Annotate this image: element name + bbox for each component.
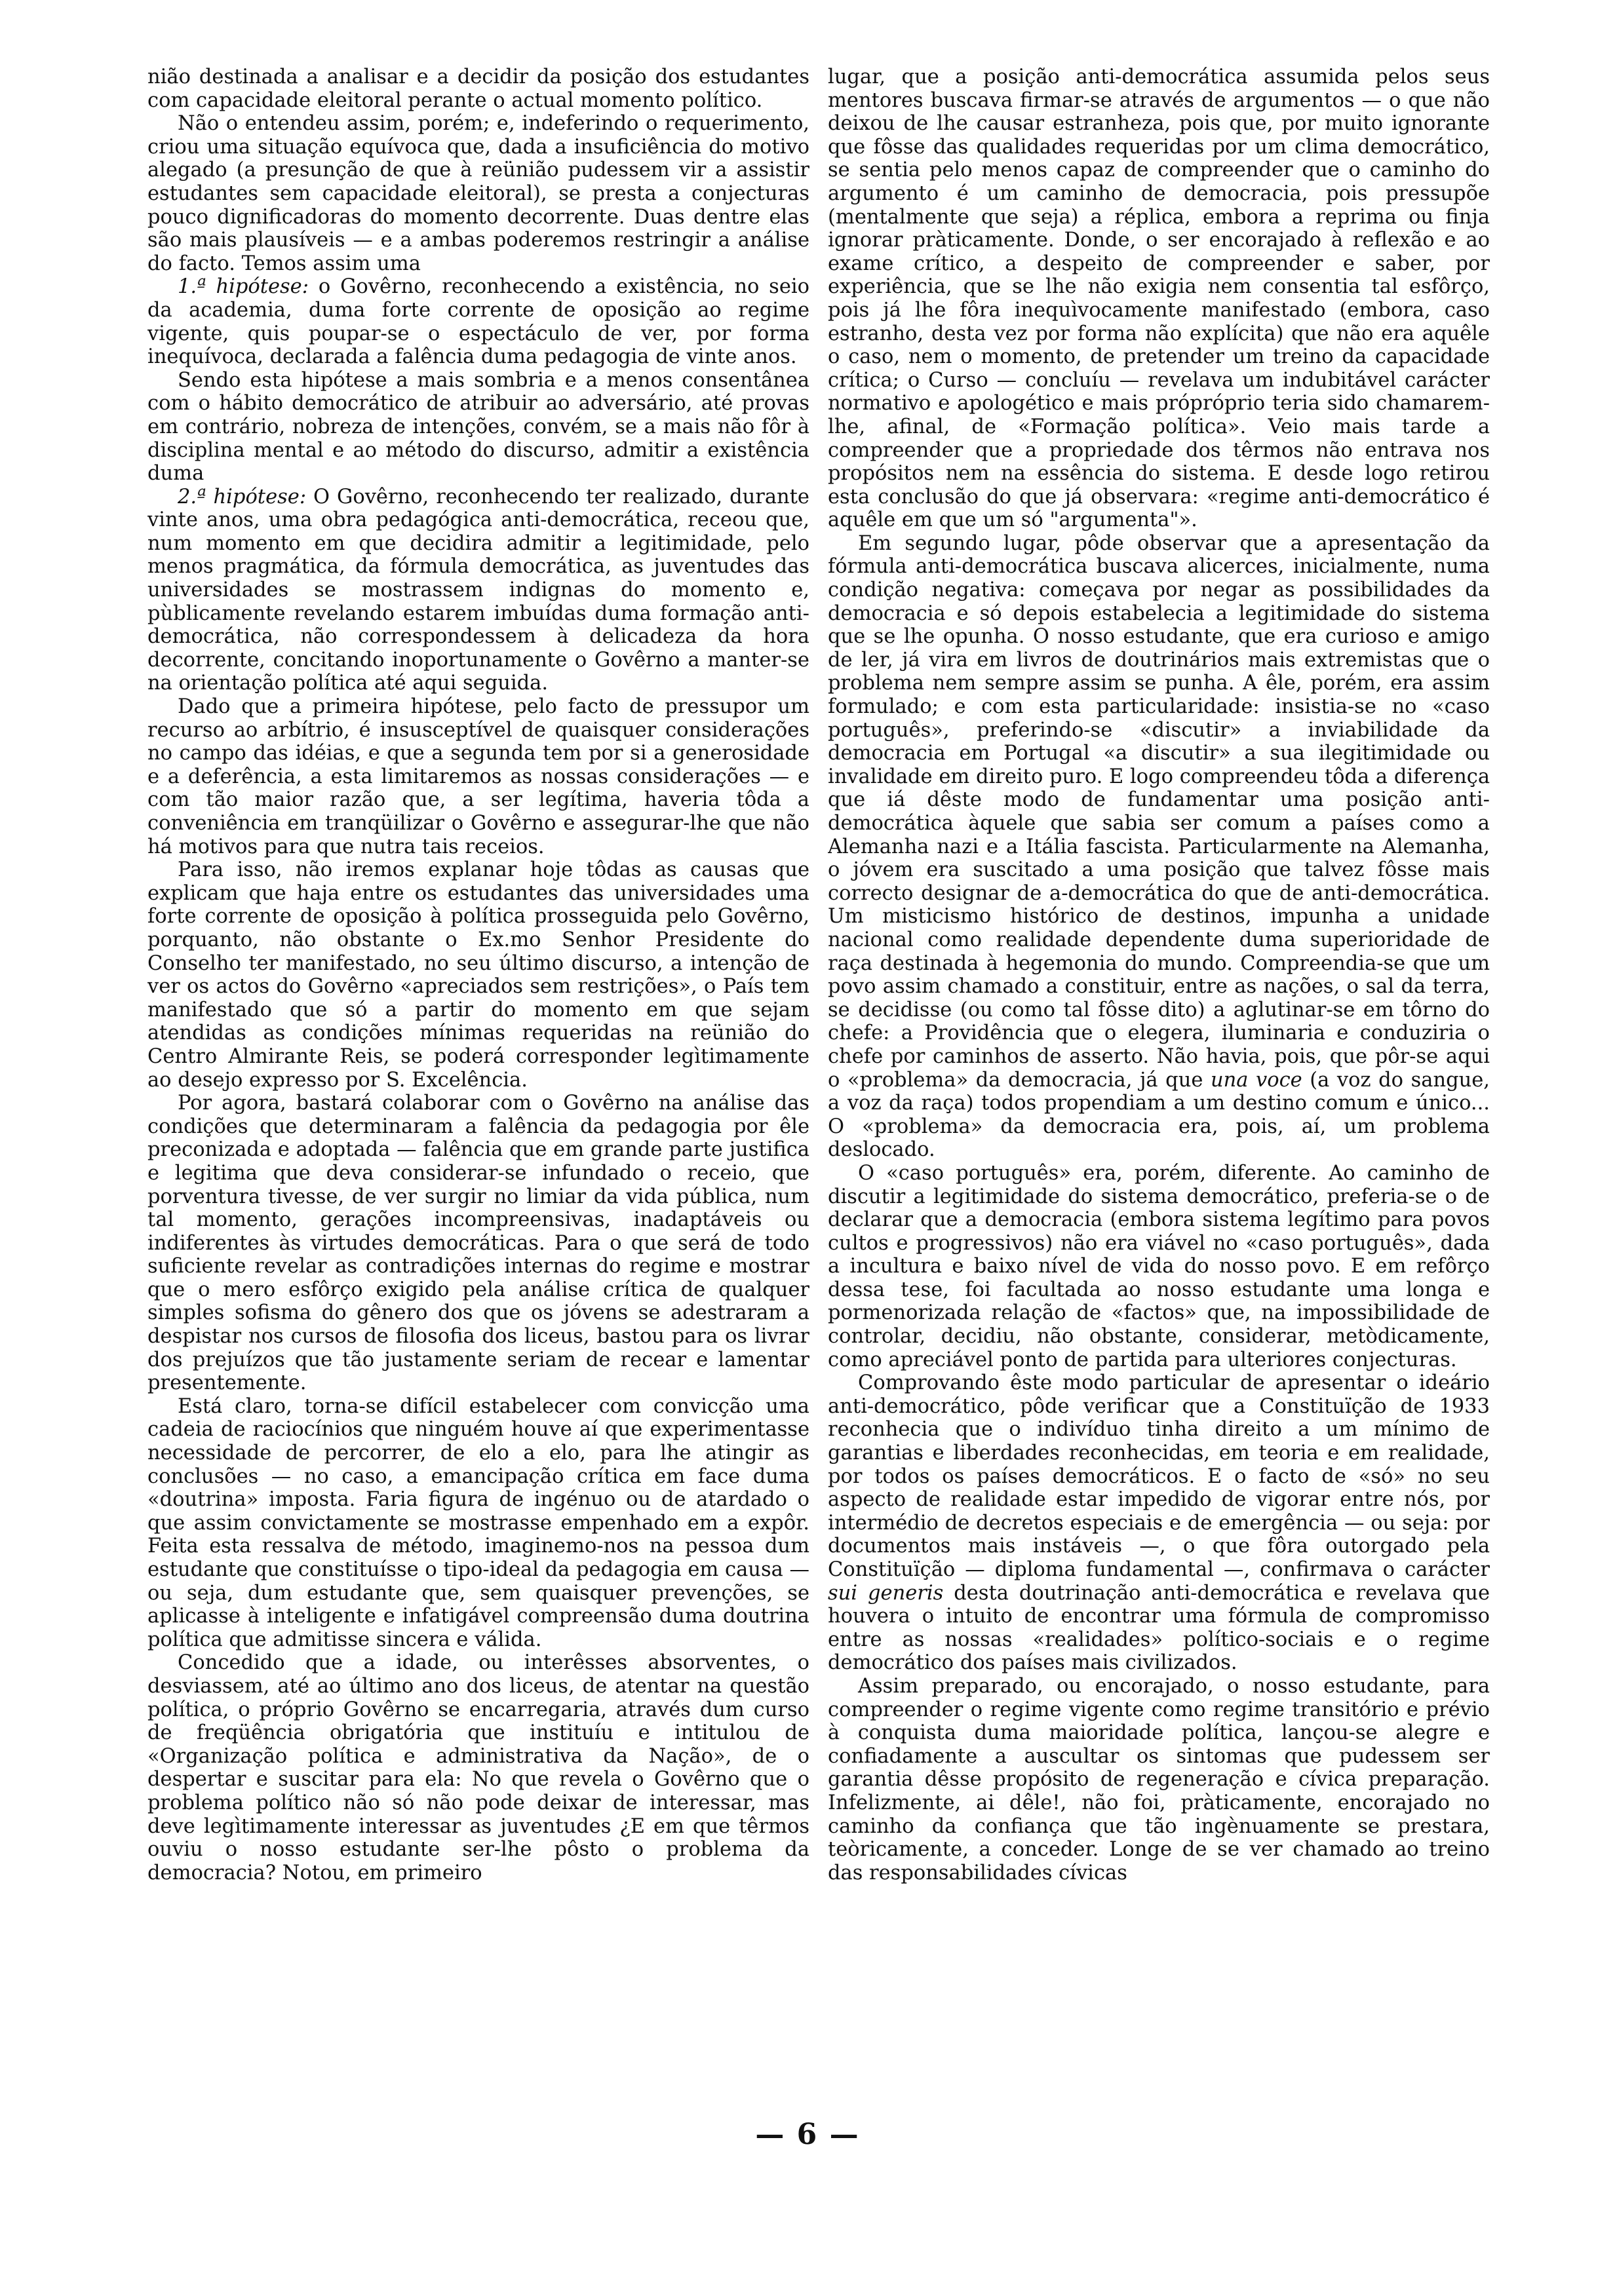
italic-phrase: una voce [1210, 1068, 1302, 1092]
paragraph: O «caso português» era, porém, diferente. Ao caminho de discutir a legitimidade do sistema democrático, preferia-se o de declarar que a democracia (embora sistema legítimo para povos cultos e progressivos) não era viável no «caso português», dada a incultura e baixo nível de vida do nosso povo. E em refôrço dessa tese, foi facultada ao nosso estudante uma longa e pormenorizada relação de «factos» que, na impossibilidade de controlar, decidiu, não obstante, considerar, metòdicamente, como apreciável ponto de partida para ulteriores conjecturas. [828, 1161, 1490, 1371]
paragraph: Para isso, não iremos explanar hoje tôdas as causas que explicam que haja entre os estudantes das universidades uma forte corrente de oposição à política prosseguida pelo Govêrno, porquanto, não obstante o Ex.mo Senhor Presidente do Conselho ter manifestado, no seu último discurso, a intenção de ver os actos do Govêrno «apreciados sem restrições», o País tem manifestado que só a partir do momento em que sejam atendidas as condições mínimas requeridas na reünião do Centro Almirante Reis, se poderá corresponder legìtimamente ao desejo expresso por S. Excelência. [147, 858, 809, 1092]
italic-phrase: sui generis [828, 1581, 944, 1605]
hypothesis-text: O Govêrno, reconhecendo ter realizado, durante vinte anos, uma obra pedagógica anti-democrática, receou que, num momento em que decidira admitir a legitimidade, pelo menos pragmática, da fórmula democrática, as juventudes das universidades se mostrassem indignas do momento e, pùblicamente revelando estarem imbuídas duma formação anti-democrática, não correspondessem à delicadeza da hora decorrente, concitando inoportunamente o Govêrno a manter-se na orientação política até aqui seguida. [147, 485, 809, 695]
paragraph-text: desta doutrinação anti-democrática e revelava que houvera o intuito de encontrar uma fórmula de compromisso entre as nossas «realidades» político-sociais e o regime democrático dos países mais civilizados. [828, 1581, 1490, 1675]
hypothesis-label: 2.ª hipótese: [178, 485, 307, 508]
paragraph: Está claro, torna-se difícil estabelecer com convicção uma cadeia de raciocínios que ninguém houve aí que experimentasse necessidade de percorrer, de elo a elo, para lhe atingir as conclusões — no caso, a emancipação crítica em face duma «doutrina» imposta. Faria figura de ingénuo ou de atardado o que assim convictamente se mostrasse empenhado em a expôr. Feita esta ressalva de método, imaginemo-nos na pessoa dum estudante que constituísse o tipo-ideal da pedagogia em causa — ou seja, dum estudante que, sem quaisquer prevenções, se aplicasse à inteligente e infatigável compreensão duma doutrina política que admitisse sincera e válida. [147, 1394, 809, 1651]
paragraph [828, 532, 1490, 1162]
paragraph-text: Em segundo lugar, pôde observar que a apresentação da fórmula anti-democrática buscava alicerces, inicialmente, numa condição negativa: começava por negar as possibilidades da democracia e só depois estabelecia a legitimidade do sistema que se lhe opunha. O nosso estudante, que era curioso e amigo de ler, já vira em livros de doutrinários mais extremistas que o problema nem sempre assim se punha. A êle, porém, era assim formulado; e com esta particularidade: insistia-se no «caso português», preferindo-se «discutir» a inviabilidade da democracia em Portugal «a discutir» a sua ilegitimidade ou invalidade em direito puro. E logo compreendeu tôda a diferença que iá dêste modo de fundamentar uma posição anti-democrática àquele que sabia ser comum a países como a Alemanha nazi e a Itália fascista. Particularmente na Alemanha, o jóvem era suscitado a uma posição que talvez fôsse mais correcto designar de a-democrática do que de anti-democrática. Um misticismo histórico de destinos, impunha a unidade nacional como realidade dependente duma superioridade de raça destinada à hegemonia do mundo. Compreendia-se que um povo assim chamado a constituir, entre as nações, o sal da terra, se decidisse (ou como tal fôsse dito) a aglutinar-se em tôrno do chefe: a Providência que o elegera, iluminaria e conduziria o chefe por caminhos de asserto. Não havia, pois, que pôr-se aqui o «problema» da democracia, já que [828, 531, 1490, 1092]
paragraph [147, 275, 809, 368]
hypothesis-label: 1.ª hipótese: [178, 275, 309, 299]
paragraph: Assim preparado, ou encorajado, o nosso estudante, para compreender o regime vigente como regime transitório e prévio à conquista duma maioridade política, lançou-se alegre e confiadamente a auscultar os sintomas que pudessem ser garantia dêsse propósito de regeneração e cívica preparação. Infelizmente, ai dêle!, não foi, pràticamente, encorajado no caminho da confiança que tão ingènuamente se prestara, teòricamente, a conceder. Longe de se ver chamado ao treino das responsabilidades cívicas [828, 1674, 1490, 1885]
paragraph [828, 1371, 1490, 1675]
paragraph: Sendo esta hipótese a mais sombria e a menos consentânea com o hábito democrático de atribuir ao adversário, até provas em contrário, nobreza de intenções, convém, se a mais não fôr à disciplina mental e ao método do discurso, admitir a existência duma [147, 368, 809, 486]
paragraph-text: (a voz do sangue, a voz da raça) todos propendiam a um destino comum e único... O «problema» da democracia era, pois, aí, um problema deslocado. [828, 1068, 1490, 1162]
paragraph: nião destinada a analisar e a decidir da posição dos estudantes com capacidade eleitoral perante o actual momento político. [147, 66, 809, 112]
page-number: — 6 — [755, 2118, 860, 2151]
paragraph: lugar, que a posição anti-democrática assumida pelos seus mentores buscava firmar-se através de argumentos — o que não deixou de lhe causar estranheza, pois que, por muito ignorante que fôsse das qualidades requeridas por um clima democrático, se sentia pelo menos capaz de compreender que o caminho do argumento é um caminho de democracia, pois pressupõe (mentalmente que seja) a réplica, embora a reprima ou finja ignorar pràticamente. Donde, o ser encorajado à reflexão e ao exame crítico, a despeito de compreender e saber, por experiência, que se lhe não exigia nem consentia tal esfôrço, pois já lhe fôra inequìvocamente manifestado (embora, caso estranho, desta vez por forma não explícita) que não era aquêle o caso, nem o momento, de pretender um treino da capacidade crítica; o Curso — concluíu — revelava um indubitável carácter normativo e apologético e mais própróprio teria sido chamarem-lhe, afinal, de «Formação política». Veio mais tarde a compreender que a propriedade dos têrmos não entrava nos propósitos nem na essência do sistema. E desde logo retirou esta conclusão do que já observara: «regime anti-democrático é aquêle em que um só "argumenta"». [828, 66, 1490, 532]
paragraph [147, 486, 809, 695]
paragraph-text: Comprovando êste modo particular de apresentar o ideário anti-democrático, pôde verificar que a Constituïção de 1933 reconhecia que o indivíduo tinha direito a um mínimo de garantias e liberdades reconhecidas, em teoria e em realidade, por todos os países democráticos. E o facto de «só» no seu aspecto de realidade estar impedido de vigorar entre nós, por intermédio de decretos especiais e de emergência — ou seja: por documentos mais instáveis —, o que fôra outorgado pela Constituïção — diploma fundamental —, confirmava o carácter [828, 1371, 1490, 1581]
paragraph: Dado que a primeira hipótese, pelo facto de pressupor um recurso ao arbítrio, é insusceptível de quaisquer considerações no campo das idéias, e que a segunda tem por si a generosidade e a deferência, a esta limitaremos as nossas considerações — e com tão maior razão que, a ser legítima, haveria tôda a conveniência em tranqüilizar o Govêrno e assegurar-lhe que não há motivos para que nutra tais receios. [147, 695, 809, 858]
right-column [828, 66, 1490, 2090]
hypothesis-text: o Govêrno, reconhecendo a existência, no seio da academia, duma forte corrente de oposição ao regime vigente, quis poupar-se o espectáculo de ver, por forma inequívoca, declarada a falência duma pedagogia de vinte anos. [147, 275, 809, 369]
paragraph: Concedido que a idade, ou interêsses absorventes, o desviassem, até ao último ano dos liceus, de atentar na questão política, o próprio Govêrno se encarregaria, através dum curso de freqüência obrigatória que instituíu e intitulou de «Organização política e administrativa da Nação», de o despertar e suscitar para ela: No que revela o Govêrno que o problema político não só não pode deixar de interessar, mas deve legìtimamente interessar as juventudes ¿E em que têrmos ouviu o nosso estudante ser-lhe pôsto o problema da democracia? Notou, em primeiro [147, 1651, 809, 1885]
paragraph: Não o entendeu assim, porém; e, indeferindo o requerimento, criou uma situação equívoca que, dada a insuficiência do motivo alegado (a presunção de que à reünião pudessem vir a assistir estudantes sem capacidade eleitoral), se presta a conjecturas pouco dignificadoras do momento decorrente. Duas dentre elas são mais plausíveis — e a ambas poderemos restringir a análise do facto. Temos assim uma [147, 112, 809, 275]
left-column [147, 66, 809, 2090]
paragraph: Por agora, bastará colaborar com o Govêrno na análise das condições que determinaram a falência da pedagogia por êle preconizada e adoptada — falência que em grande parte justifica e legitima que deva considerar-se infundado o receio, que porventura tivesse, de ver surgir no limiar da vida pública, num tal momento, gerações incompreensivas, inadaptáveis ou indiferentes às virtudes democráticas. Para o que será de todo suficiente revelar as contradições internas do regime e mostrar que o mero esfôrço exigido pela análise crítica de qualquer simples sofisma do gênero dos que os jóvens se adestraram a despistar nos cursos de filosofia dos liceus, bastou para os livrar dos prejuízos que tão justamente seriam de recear e lamentar presentemente. [147, 1092, 809, 1395]
